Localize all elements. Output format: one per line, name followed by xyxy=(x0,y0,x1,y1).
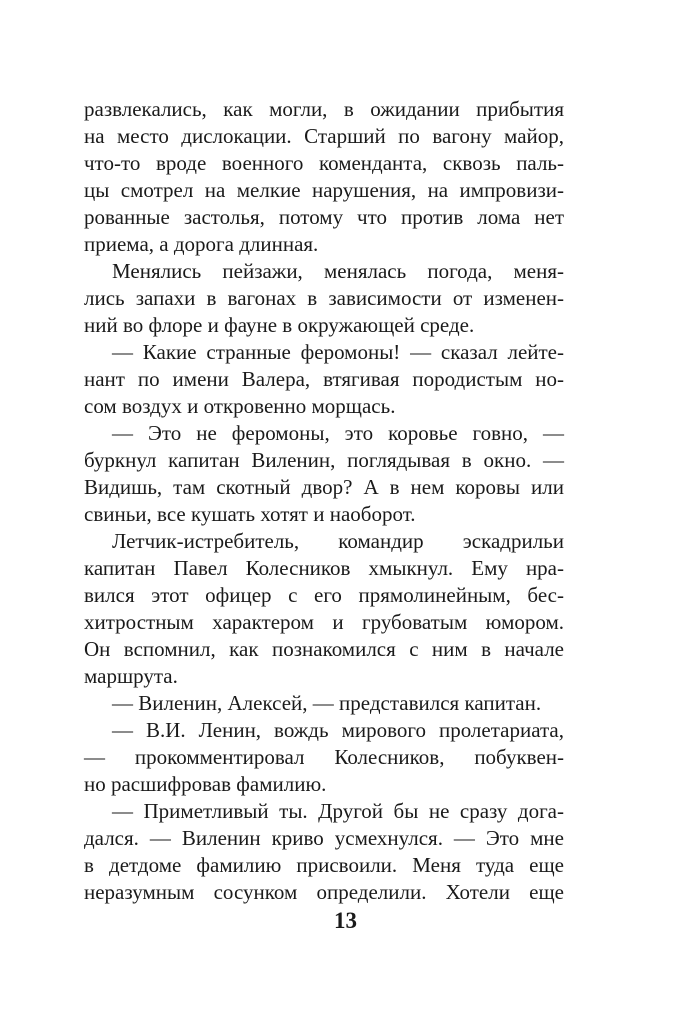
text-line: на место дислокации. Старший по вагону майор, xyxy=(84,124,564,148)
text-line: приема, а дорога длинная. xyxy=(84,232,319,256)
text-line: рованные застолья, потому что против лома нет xyxy=(84,205,564,229)
text-line: неразумным сосунком определили. Хотели еще xyxy=(84,880,564,904)
text-line: буркнул капитан Виленин, поглядывая в окно. — xyxy=(84,448,564,472)
text-line: что-то вроде военного коменданта, сквозь паль- xyxy=(84,151,564,175)
text-line: хитростным характером и грубоватым юмором. xyxy=(84,610,564,634)
text-line: вился этот офицер с его прямолинейным, бес- xyxy=(84,583,564,607)
text-line: — Это не феромоны, это коровье говно, — xyxy=(112,421,564,445)
text-line: — Виленин, Алексей, — представился капитан. xyxy=(112,691,542,715)
text-line: нант по имени Валера, втягивая породистым но- xyxy=(84,367,564,391)
text-line: маршрута. xyxy=(84,664,178,688)
text-line: в детдоме фамилию присвоили. Меня туда еще xyxy=(84,853,564,877)
text-line: Менялись пейзажи, менялась погода, меня- xyxy=(112,259,564,283)
text-line: лись запахи в вагонах в зависимости от изменен- xyxy=(84,286,564,310)
body-text xyxy=(84,96,564,906)
text-line: дался. — Виленин криво усмехнулся. — Это мне xyxy=(84,826,564,850)
text-line: — Приметливый ты. Другой бы не сразу дога- xyxy=(112,799,564,823)
text-line: но расшифровав фамилию. xyxy=(84,772,327,796)
text-line: ний во флоре и фауне в окружающей среде. xyxy=(84,313,475,337)
text-line: сом воздух и откровенно морщась. xyxy=(84,394,396,418)
text-line: капитан Павел Колесников хмыкнул. Ему нра- xyxy=(84,556,564,580)
text-line: развлекались, как могли, в ожидании прибытия xyxy=(84,97,564,121)
page-number: 13 xyxy=(334,908,357,933)
text-line: — Какие странные феромоны! — сказал лейте- xyxy=(112,340,564,364)
text-line: — прокомментировал Колесников, побуквен- xyxy=(84,745,564,769)
text-line: — В.И. Ленин, вождь мирового пролетариата, xyxy=(112,718,564,742)
text-line: цы смотрел на мелкие нарушения, на импровизи- xyxy=(84,178,564,202)
text-line: Он вспомнил, как познакомился с ним в начале xyxy=(84,637,564,661)
text-line: Видишь, там скотный двор? А в нем коровы или xyxy=(84,475,564,499)
text-line: свиньи, все кушать хотят и наоборот. xyxy=(84,502,416,526)
text-line: Летчик-истребитель, командир эскадрильи xyxy=(112,529,564,553)
